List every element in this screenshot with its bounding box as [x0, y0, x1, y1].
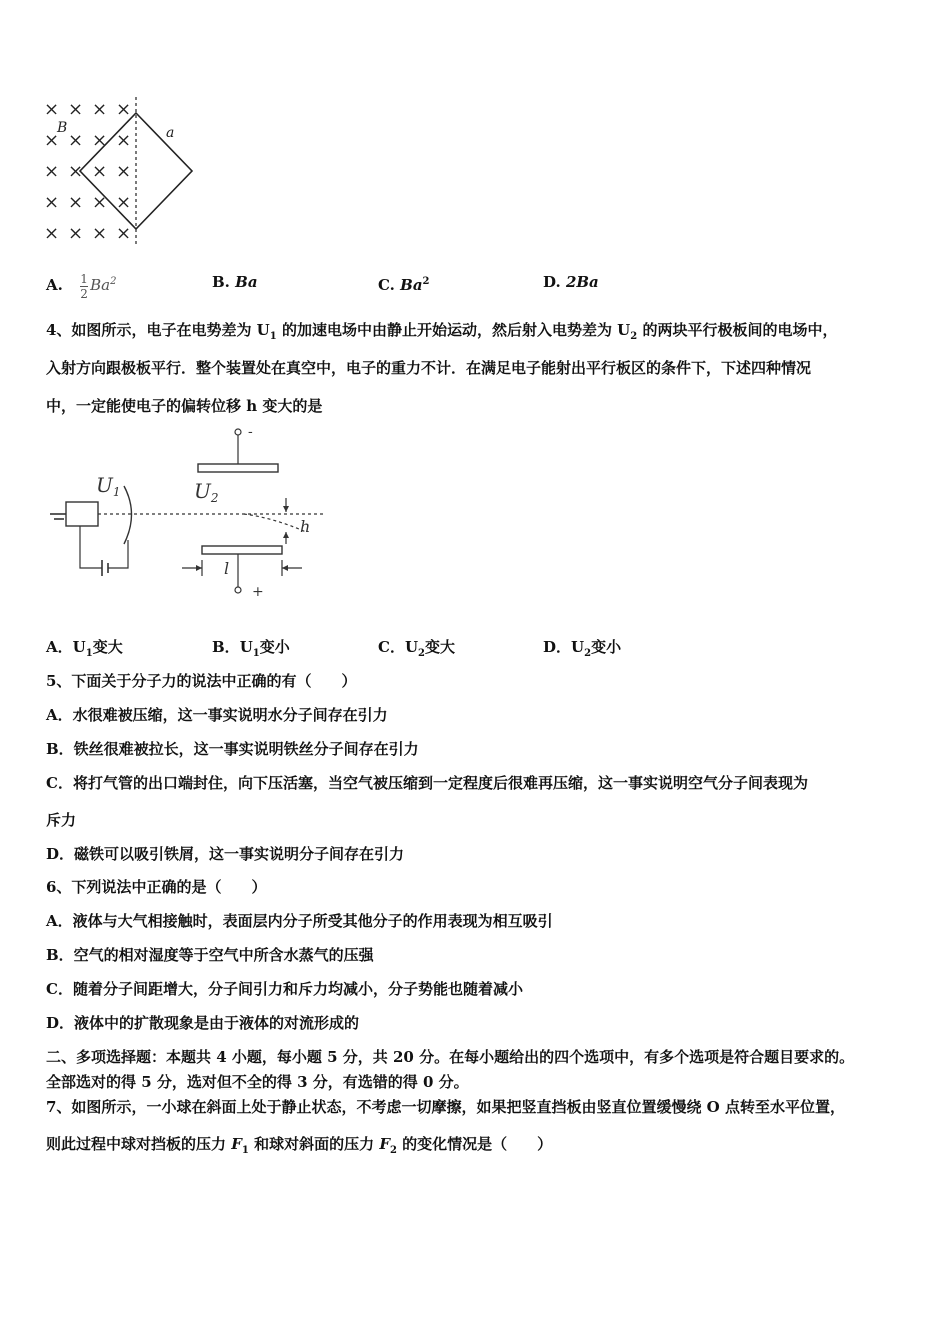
- electron-deflection-figure: [44, 422, 334, 602]
- q5-option-c-line1: C．将打气管的出口端封住，向下压活塞，当空气被压缩到一定程度后很难再压缩，这一事实说明空气分子间表现为: [46, 774, 808, 792]
- q5-stem: 5、下面关于分子力的说法中正确的有（ ）: [46, 672, 357, 690]
- q4-line-2: 入射方向跟极板平行．整个装置处在真空中，电子的重力不计．在满足电子能射出平行板区的条件下，下述四种情况: [46, 359, 812, 377]
- section2-line-1: 二、多项选择题：本题共 4 小题，每小题 5 分，共 20 分。在每小题给出的四个选项中，有多个选项是符合题目要求的。: [46, 1048, 855, 1066]
- svg-text:×: ×: [68, 99, 84, 120]
- svg-text:×: ×: [44, 223, 60, 244]
- svg-text:×: ×: [92, 130, 108, 151]
- minus-label: -: [248, 424, 253, 440]
- svg-text:×: ×: [92, 99, 108, 120]
- q5-option-a: A．水很难被压缩，这一事实说明水分子间存在引力: [46, 706, 388, 724]
- q3-option-d: D. 2Ba: [543, 273, 599, 291]
- bottom-plate: [202, 546, 282, 554]
- plus-label: +: [252, 584, 264, 600]
- svg-text:×: ×: [116, 130, 132, 151]
- q5-option-d: D．磁铁可以吸引铁屑，这一事实说明分子间存在引力: [46, 845, 405, 863]
- section2-line-2: 全部选对的得 5 分，选对但不全的得 3 分，有选错的得 0 分。: [46, 1073, 469, 1091]
- q7-line-2: 则此过程中球对挡板的压力 $F_1$ 和球对斜面的压力 $F_2$ 的变化情况是（ ）: [46, 1135, 553, 1156]
- q5-option-b: B．铁丝很难被拉长，这一事实说明铁丝分子间存在引力: [46, 740, 419, 758]
- q6-stem: 6、下列说法中正确的是（ ）: [46, 878, 267, 896]
- svg-text:×: ×: [92, 223, 108, 244]
- q6-option-a: A．液体与大气相接触时，表面层内分子所受其他分子的作用表现为相互吸引: [46, 912, 553, 930]
- svg-text:×: ×: [68, 161, 84, 182]
- magnetic-field-figure: [40, 95, 210, 250]
- label-l: l: [224, 559, 230, 578]
- svg-text:×: ×: [44, 99, 60, 120]
- q4-line-3: 中，一定能使电子的偏转位移 h 变大的是: [46, 397, 323, 415]
- q4-line-1: 4、如图所示，电子在电势差为 $U_1$ 的加速电场中由静止开始运动，然后射入电势差为 $U_2$ 的两块平行极板间的电场中，: [46, 321, 838, 342]
- label-h: h: [300, 517, 311, 536]
- q4-option-d: D．$U_2$变小: [543, 638, 622, 659]
- svg-text:×: ×: [116, 161, 132, 182]
- svg-text:×: ×: [68, 192, 84, 213]
- label-U1: $U_1$: [96, 473, 121, 499]
- svg-text:×: ×: [92, 161, 108, 182]
- q7-line-1: 7、如图所示，一小球在斜面上处于静止状态，不考虑一切摩擦，如果把竖直挡板由竖直位置缓慢绕 O 点转至水平位置，: [46, 1098, 845, 1116]
- label-U2: $U_2$: [194, 479, 219, 505]
- fraction: $\frac{1}{2}$: [80, 271, 88, 301]
- q6-option-c: C．随着分子间距增大，分子间引力和斥力均减小，分子势能也随着减小: [46, 980, 523, 998]
- label-a: a: [166, 125, 175, 141]
- q4-option-c: C．$U_2$变大: [378, 638, 456, 659]
- svg-text:×: ×: [44, 192, 60, 213]
- electron-gun: [66, 502, 98, 526]
- svg-text:×: ×: [92, 192, 108, 213]
- accelerating-plate: [124, 486, 132, 544]
- label-B: B: [57, 120, 68, 136]
- q3-option-b: B. Ba: [212, 273, 258, 291]
- svg-text:×: ×: [116, 223, 132, 244]
- top-terminal: [235, 429, 241, 435]
- svg-text:×: ×: [44, 161, 60, 182]
- q3-option-a: A. $\frac{1}{2}$ Ba$^2$: [46, 271, 117, 301]
- svg-text:×: ×: [68, 130, 84, 151]
- svg-text:×: ×: [116, 192, 132, 213]
- top-plate: [198, 464, 278, 472]
- q3-option-c: C. Ba$^2$: [378, 276, 430, 294]
- q6-option-d: D．液体中的扩散现象是由于液体的对流形成的: [46, 1014, 360, 1032]
- q3-option-a-label: A.: [46, 276, 63, 294]
- svg-text:×: ×: [116, 99, 132, 120]
- q4-option-b: B．$U_1$变小: [212, 638, 290, 659]
- q6-option-b: B．空气的相对湿度等于空气中所含水蒸气的压强: [46, 946, 374, 964]
- q5-option-c-line2: 斥力: [46, 811, 77, 829]
- svg-text:×: ×: [68, 223, 84, 244]
- q4-option-a: A．$U_1$变大: [46, 638, 123, 659]
- bottom-terminal: [235, 587, 241, 593]
- svg-text:×: ×: [44, 130, 60, 151]
